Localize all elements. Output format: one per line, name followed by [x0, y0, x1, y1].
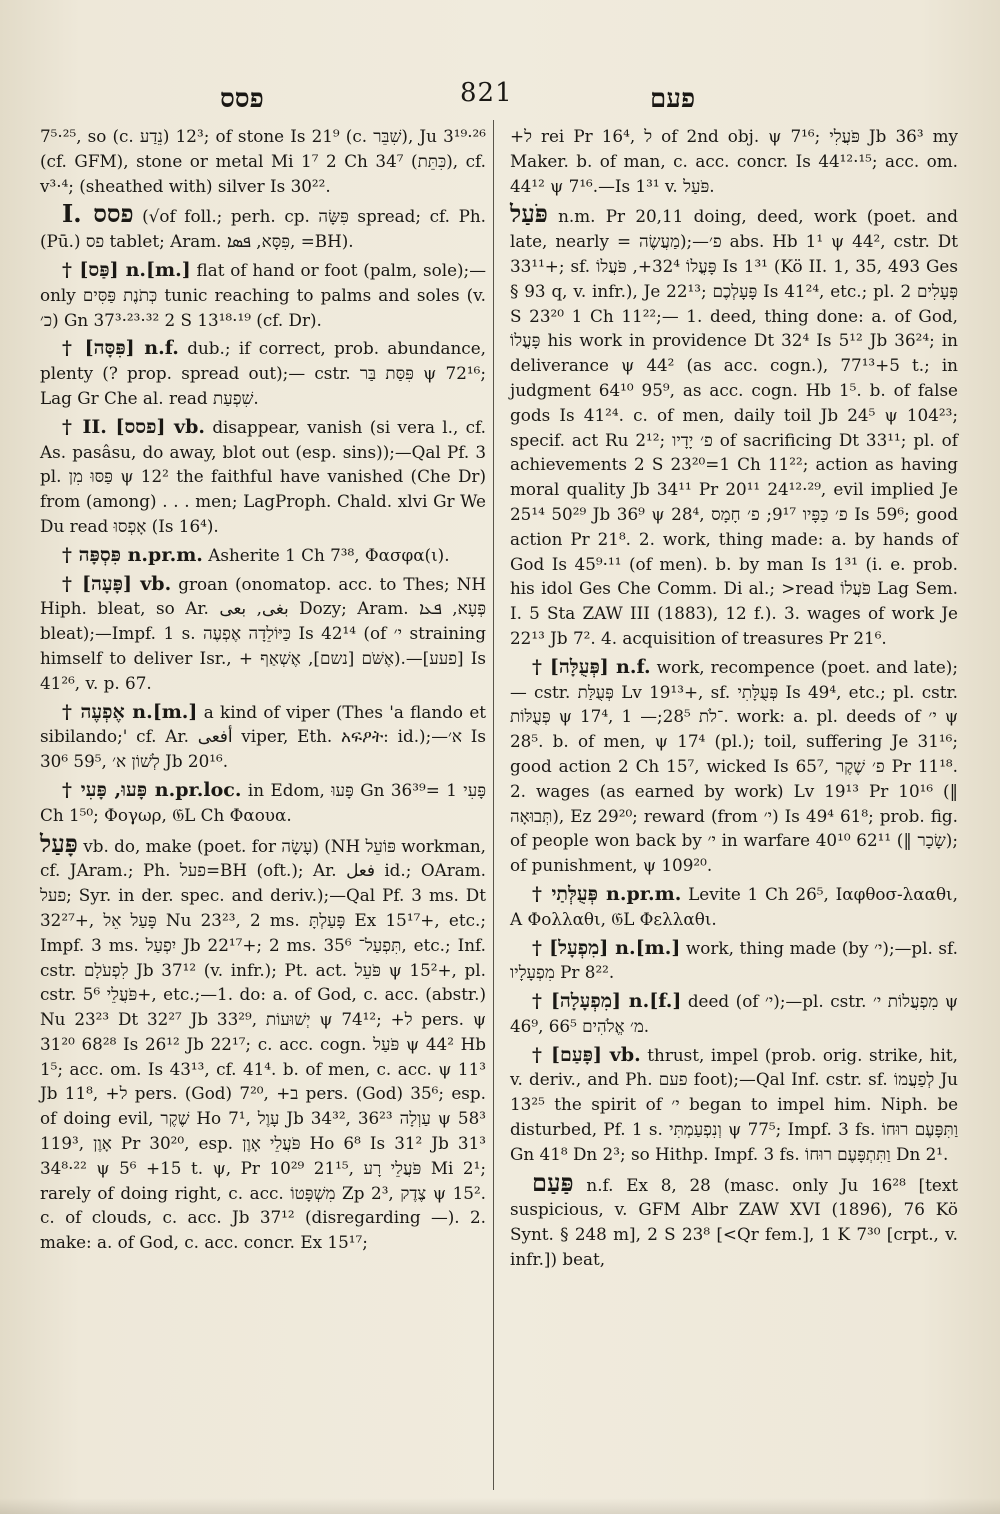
entry-headword: † [פִּסָּה] n.f.	[62, 337, 179, 360]
entry-text: a kind of viper (Thes 'a flando et sibilando;' cf. Ar. أفعى viper, Eth. አፍዖት: id.);—א׳ Is 30⁶ 59⁵, לְשׁוֹן א׳ Jb 20¹⁶.	[40, 701, 486, 772]
entry-text: Asherite 1 Ch 7³⁸, Φασφα(ι).	[208, 544, 450, 565]
left-column	[40, 124, 486, 1259]
entry-text: groan (onomatop. acc. to Thes; NH Hiph. bleat, so Ar. بغى, بعى Dozy; Aram. פְּעָא, ܦܥܐ bleat);—Impf. 1 s. כַּיּוֹלֵדָה אֶפְעֶה Is 42¹⁴ (of י׳ straining himself to deliver Isr., + אֶשֹּׁם [נשם], אֶשְׁאַף).—[פעע] Is 41²⁶, v. p. 67.	[40, 573, 487, 693]
entry-continuation: 7⁵·²⁵, so (c. נֵדַע) 12³; of stone Is 21⁹ (c. שִׁבֵּר), Ju 3¹⁹·²⁶ (cf. GFM), stone or metal Mi 1⁷ 2 Ch 34⁷ (כִּתֵּת), cf. v³·⁴; (sheathed with) silver Is 30²².	[40, 126, 486, 196]
entry-text: n.m. Pr 20,11 doing, deed, work (poet. and late, nearly = מַעֲשֶׂה);—פ׳ abs. Hb 1¹ ψ 44², cstr. Dt 33¹¹+; sf. פָּעֳלוֹ 32⁴+, פֹּעֲלוֹ Is 1³¹ (Kö II. 1, 35, 493 Ges § 93 q, v. infr.), Je 22¹³; פָּעָלְכֶם Is 41²⁴, etc.; pl. פְּעָלִים 2 S 23²⁰ 1 Ch 11²²;— 1. deed, thing done: a. of God, פָּעֳלוֹ his work in providence Dt 32⁴ Is 5¹² Jb 36²⁴; in deliverance ψ 44² (as acc. cogn.), 77¹³+5 t.; in judgment 64¹⁰ 95⁹, as acc. cogn. Hb 1⁵. b. of false gods Is 41²⁴. c. of men, daily toil Jb 24⁵ ψ 104²³; specif. act Ru 2¹²; פ׳ יָדָיו of sacrificing Dt 33¹¹; pl. of achievements 2 S 23²⁰=1 Ch 11²²; action as having moral quality Jb 34¹¹ Pr 20¹¹ 24¹²·²⁹, evil implied Je 25¹⁴ 50²⁹ Jb 36⁹ ψ 28⁴, פ׳ כַּפָּיו 9¹⁷; פ׳ חָמָס Is 59⁶; good action Pr 21⁸. 2. work, thing made: a. by hands of God Is 45⁹·¹¹ (of men). b. by man Is 1³¹ (i. e. prob. his idol Ges Che Comm. Di al.; >read פֹּעֲלוֹ Lag Sem. I. 5 Sta ZAW III (1883), 12 f.). 3. wages of work Je 22¹³ Jb 7². 4. acquisition of treasures Pr 21⁶.	[510, 206, 959, 648]
dictionary-entry	[510, 989, 958, 1039]
entry-text: work, recompence (poet. and late);— cstr. פְּעֻלַּת Lv 19¹³+, sf. פְּעֻלָּתִי Is 49⁴, etc.; pl. cstr. פְּעֻלּוֹת ψ 17⁴, ־לֹת 28⁵;— 1. work: a. pl. deeds of י׳ ψ 28⁵. b. of men, ψ 17⁴ (pl.); toil, suffering Je 31¹⁶; good action 2 Ch 15⁷, wicked Is 65⁷, פ׳ שֶׁקֶר Pr 11¹⁸. 2. wages (as earned by work) Lv 19¹³ Pr 10¹⁶ (‖ תְּבוּאָה), Ez 29²⁰; reward (from י׳) Is 49⁴ 61⁸; prob. fig. of people won back by י׳ in warfare 40¹⁰ 62¹¹ (‖ שָׂכָר); of punishment, ψ 109²⁰.	[510, 656, 959, 876]
entry-headword: † פִּסְפָּה n.pr.m.	[62, 543, 203, 566]
entry-headword: † [מִפְעָלָה] n.[f.]	[532, 990, 682, 1013]
dictionary-entry	[510, 936, 958, 986]
dictionary-entry	[510, 655, 958, 878]
entry-headword: פֹּעַל	[510, 199, 548, 229]
right-column	[510, 124, 958, 1276]
entry-headword: פַּעַם	[532, 1167, 574, 1197]
entry-headword: † פְּעֻלְּתַי n.pr.m.	[532, 882, 682, 905]
entry-text: thrust, impel (prob. orig. strike, hit, v. deriv., and Ph. פעם foot);—Qal Inf. cstr. sf. לְפַעֲמוֹ Ju 13²⁵ the spirit of י׳ began to impel him. Niph. be disturbed, Pf. 1 s. וְנִפְעַמְתִּי ψ 77⁵; Impf. 3 fs. וַתִּפָּעֶם רוּחוֹ Gn 41⁸ Dn 2³; so Hithp. Impf. 3 fs. וַתִּתְפָּעֶם רוּחוֹ Dn 2¹.	[510, 1044, 959, 1164]
column-divider	[493, 120, 494, 1490]
entry-headword: I. פסס	[62, 199, 134, 229]
entry-text: flat of hand or foot (palm, sole);—only כְּתֹנֶת פַּסִּים tunic reaching to palms and soles (v. כ׳) Gn 37³·²³·³² 2 S 13¹⁸·¹⁹ (cf. Dr).	[40, 259, 486, 330]
entry-text: vb. do, make (poet. for עָשָׂה) (NH פּוֹעֵל workman, cf. JAram.; Ph. פעל=BH (oft.); Ar. فعل id.; OAram. פעל; Syr. in der. spec. and deriv.);—Qal Pf. 3 ms. Dt 32²⁷+, פָּעַל אֵל Nu 23²³, 2 ms. פָּעַלְתָּ Ex 15¹⁷+, etc.; Impf. 3 ms. יִפְעַל Jb 22¹⁷+; 2 ms. תִּפְעַל־ 35⁶, etc.; Inf. cstr. לִפְעֹלָם Jb 37¹² (v. infr.); Pt. act. פֹּעֵל ψ 15²+, pl. cstr. פֹּעֲלֵי 5⁶+, etc.;—1. do: a. of God, c. acc. (abstr.) Nu 23²³ Dt 32²⁷ Jb 33²⁹, יְשׁוּעוֹת ψ 74¹²; +ל pers. ψ 31²⁰ 68²⁸ Is 26¹² Jb 22¹⁷; c. acc. cogn. פֹּעַל ψ 44² Hb 1⁵; acc. om. Is 43¹³, cf. 41⁴. b. of men, c. acc. ψ 11³ Jb 11⁸, +ל pers. (God) 7²⁰, +ב pers. (God) 35⁶; esp. of doing evil, שֶׁקֶר Ho 7¹, עָוֶל Jb 34³², עַוְלָה 36²³ ψ 58³ 119³, אָוֶן Pr 30²⁰, esp. פֹּעֲלֵי אָוֶן Ho 6⁸ Is 31² Jb 31³ 34⁸·²² ψ 5⁶ +15 t. ψ, Pr 10²⁹ 21¹⁵, פֹּעֲלֵי רָע Mi 2¹; rarely of doing right, c. acc. מִשְׁפָּטוֹ Zp 2³, צֶדֶק ψ 15². c. of clouds, c. acc. Jb 37¹² (disregarding —). 2. make: a. of God, c. acc. concr. Ex 15¹⁷;	[40, 835, 487, 1253]
entry-headword: † [פָּעַם] vb.	[532, 1043, 641, 1066]
entry-headword: † [מִפְעָל] n.[m.]	[532, 936, 681, 959]
dictionary-entry	[510, 199, 959, 650]
page-number: 821	[460, 78, 513, 108]
dictionary-entry	[40, 700, 486, 774]
left-running-head: פסס	[220, 84, 264, 114]
entry-text: work, thing made (by י׳);—pl. sf. מִפְעָלָיו Pr 8²².	[510, 937, 958, 983]
entry-headword: פָּעַל	[40, 828, 78, 858]
entry-text: deed (of י׳);—pl. cstr. מִפְעֲלוֹת י׳ ψ 46⁹, מ׳ אֱלֹהִים 66⁵.	[510, 991, 958, 1036]
dictionary-entry	[510, 882, 958, 932]
page-header	[40, 78, 960, 118]
entry-text: disappear, vanish (si vera l., cf. As. pasâsu, do away, blot out (esp. sins));—Qal Pf. 3 pl. פַּסּוּ מִן ψ 12² the faithful have vanished (Che Dr) from (among) . . . men; LagProph. Chald. xlvi Gr We Du read אָפְסוּ (Is 16⁴).	[40, 416, 487, 536]
right-running-head: פעם	[650, 84, 696, 114]
entry-headword: † [פַּס] n.[m.]	[62, 258, 191, 281]
entry-headword: † אֶפְעֶה n.[m.]	[62, 700, 198, 723]
entry-text: dub.; if correct, prob. abundance, plenty (? prop. spread out);— cstr. פִּסַּת בַּר ψ 72¹⁶; Lag Gr Che al. read שִׁפְעַת.	[40, 338, 486, 408]
dictionary-entry	[40, 258, 486, 332]
dictionary-entry	[40, 415, 486, 539]
dictionary-entry	[510, 1043, 958, 1167]
dictionary-entry	[40, 336, 486, 410]
dictionary-entry	[40, 828, 487, 1256]
dictionary-entry	[510, 1167, 958, 1272]
entry-headword: † [פְּעֻלָּה] n.f.	[532, 655, 651, 678]
entry-text: Levite 1 Ch 26⁵, Ιαφθοσ-λααθι, Α Φολλαθι, 𝔊L Φελλαθι.	[510, 883, 958, 929]
entry-text: in Edom, פָּעוּ Gn 36³⁹= פָּעִי 1 Ch 1⁵⁰; Φογωρ, 𝔊L Ch Φαουα.	[40, 779, 486, 825]
entry-text: (√of foll.; perh. cp. פִּשָּׂה spread; cf. Ph.(Pū.) פס tablet; Aram. פִּסָּא, ܦܣܐ, =BH).	[40, 206, 487, 252]
entry-continuation: +ל rei Pr 16⁴, ל of 2nd obj. ψ 7¹⁶; פֹּעֲלִי Jb 36³ my Maker. b. of man, c. acc. concr. Is 44¹²·¹⁵; acc. om. 44¹² ψ 7¹⁶.—Is 1³¹ v. פֹּעַל.	[510, 126, 959, 196]
entry-headword: † II. [פסס] vb.	[62, 415, 205, 438]
dictionary-entry	[40, 199, 487, 254]
entry-headword: † [פָּעָה] vb.	[62, 572, 172, 595]
dictionary-entry	[40, 778, 486, 828]
page-edge-shade	[0, 1498, 1000, 1514]
dictionary-entry	[40, 543, 486, 568]
entry-text: n.f. Ex 8, 28 (masc. only Ju 16²⁸ [text suspicious, v. GFM Albr ZAW XVI (1896), 76 Kö Synt. § 248 m], 2 S 23⁸ [<Qr fem.], 1 K 7³⁰ [crpt., v. infr.]) beat,	[510, 1174, 958, 1270]
entry-headword: † פָּעוּ, פָּעִי n.pr.loc.	[62, 778, 242, 801]
dictionary-entry	[40, 572, 486, 696]
